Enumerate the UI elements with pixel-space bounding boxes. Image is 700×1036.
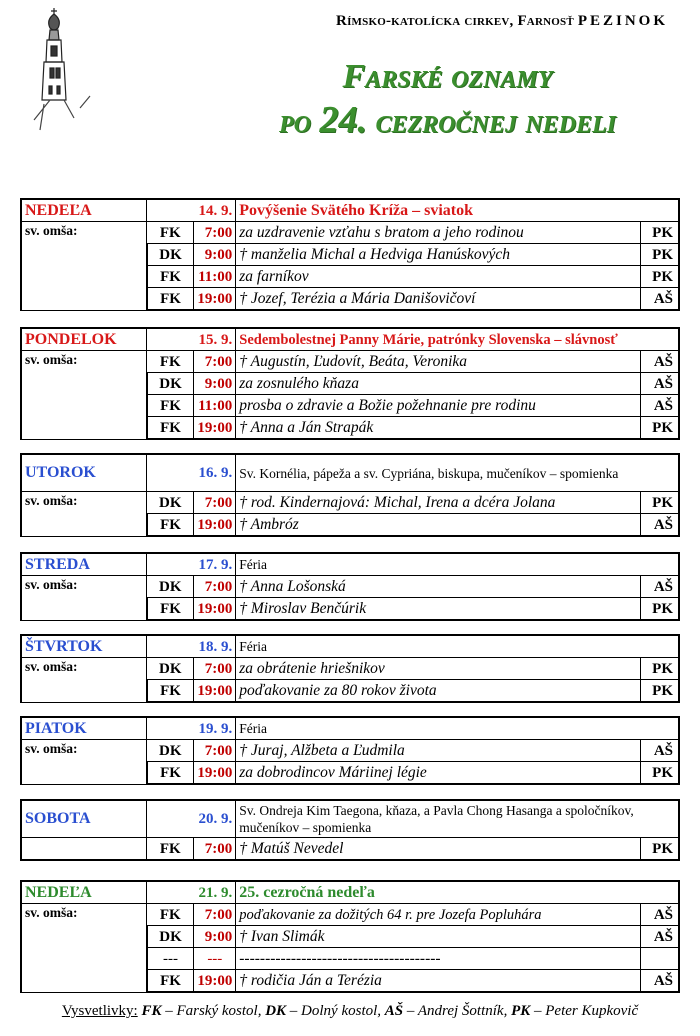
mass-priest: PK: [640, 680, 679, 703]
day-name: NEDEĽA: [21, 881, 147, 904]
mass-location: DK: [147, 492, 194, 514]
mass-priest: PK: [640, 417, 679, 440]
legend-text: – Dolný kostol,: [286, 1003, 385, 1019]
mass-time: 19:00: [194, 514, 236, 537]
mass-priest: PK: [640, 598, 679, 621]
mass-intention: † Juraj, Alžbeta a Ľudmila: [236, 740, 640, 762]
day-date: 21. 9.: [147, 881, 236, 904]
day-table-tuesday: [20, 453, 680, 537]
mass-time: 19:00: [194, 598, 236, 621]
page-subtitle: [225, 101, 670, 141]
day-feast: 25. cezročná nedeľa: [236, 881, 679, 904]
day-date: 15. 9.: [147, 328, 236, 351]
mass-priest: PK: [640, 762, 679, 785]
mass-location: FK: [147, 904, 194, 926]
legend-abbr: DK: [265, 1003, 287, 1019]
mass-time: 7:00: [194, 658, 236, 680]
mass-priest: AŠ: [640, 373, 679, 395]
legend-abbr: AŠ: [384, 1003, 404, 1019]
legend-abbr: FK: [141, 1003, 162, 1019]
mass-location: DK: [147, 926, 194, 948]
mass-location: FK: [147, 351, 194, 373]
mass-label: [21, 838, 147, 861]
mass-intention: † Matúš Nevedel: [236, 838, 640, 861]
mass-intention: za dobrodincov Máriinej légie: [236, 762, 640, 785]
mass-time: 7:00: [194, 351, 236, 373]
mass-intention: † Anna a Ján Strapák: [236, 417, 640, 440]
mass-time: ---: [194, 948, 236, 970]
mass-intention: † Augustín, Ľudovít, Beáta, Veronika: [236, 351, 640, 373]
mass-location: FK: [147, 680, 194, 703]
mass-time: 11:00: [194, 395, 236, 417]
mass-intention: za uzdravenie vzťahu s bratom a jeho rodinou: [236, 222, 640, 244]
day-name: NEDEĽA: [21, 199, 147, 222]
day-table-thursday: [20, 634, 680, 703]
day-feast: Sv. Kornélia, pápeža a sv. Cypriána, biskupa, mučeníkov – spomienka: [236, 454, 679, 492]
legend-text: – Andrej Šottník,: [403, 1003, 512, 1019]
mass-location: FK: [147, 598, 194, 621]
mass-priest: PK: [640, 222, 679, 244]
mass-intention: † Ivan Slimák: [236, 926, 640, 948]
mass-label: sv. omša:: [21, 740, 147, 785]
mass-location: FK: [147, 762, 194, 785]
mass-intention: ---------------------------------------: [236, 948, 640, 970]
mass-intention: † rod. Kindernajová: Michal, Irena a dcéra Jolana: [236, 492, 640, 514]
mass-time: 7:00: [194, 576, 236, 598]
mass-intention: za zosnulého kňaza: [236, 373, 640, 395]
mass-location: DK: [147, 576, 194, 598]
church-tower-icon: [20, 0, 106, 140]
legend-abbr: PK: [511, 1003, 531, 1019]
day-table-sunday-2: [20, 880, 680, 993]
mass-intention: za obrátenie hriešnikov: [236, 658, 640, 680]
mass-location: FK: [147, 417, 194, 440]
mass-location: DK: [147, 740, 194, 762]
mass-label: sv. omša:: [21, 351, 147, 440]
mass-location: DK: [147, 244, 194, 266]
mass-label: sv. omša:: [21, 904, 147, 993]
mass-priest: PK: [640, 244, 679, 266]
day-table-monday: [20, 327, 680, 440]
mass-time: 19:00: [194, 970, 236, 993]
mass-location: FK: [147, 266, 194, 288]
mass-intention: † rodičia Ján a Terézia: [236, 970, 640, 993]
mass-location: FK: [147, 838, 194, 861]
mass-intention: prosba o zdravie a Božie požehnanie pre rodinu: [236, 395, 640, 417]
day-feast: Sv. Ondreja Kim Taegona, kňaza, a Pavla Chong Hasanga a spoločníkov, mučeníkov – spomienka: [236, 800, 679, 838]
mass-time: 7:00: [194, 492, 236, 514]
mass-intention: † Ambróz: [236, 514, 640, 537]
day-date: 14. 9.: [147, 199, 236, 222]
day-name: ŠTVRTOK: [21, 635, 147, 658]
mass-label: sv. omša:: [21, 658, 147, 703]
mass-location: ---: [147, 948, 194, 970]
mass-time: 19:00: [194, 288, 236, 311]
day-feast: Sedembolestnej Panny Márie, patrónky Slovenska – slávnosť: [236, 328, 679, 351]
day-name: STREDA: [21, 553, 147, 576]
mass-time: 19:00: [194, 417, 236, 440]
mass-label: sv. omša:: [21, 222, 147, 311]
mass-time: 7:00: [194, 222, 236, 244]
day-name: PONDELOK: [21, 328, 147, 351]
parish-name: [258, 13, 668, 30]
day-name: PIATOK: [21, 717, 147, 740]
day-feast: Féria: [236, 553, 679, 576]
legend: [0, 1003, 700, 1020]
mass-intention: † manželia Michal a Hedviga Hanúskových: [236, 244, 640, 266]
mass-priest: AŠ: [640, 740, 679, 762]
mass-time: 7:00: [194, 838, 236, 861]
day-date: 18. 9.: [147, 635, 236, 658]
mass-priest: AŠ: [640, 904, 679, 926]
legend-label: Vysvetlivky:: [61, 1003, 138, 1019]
day-feast: Féria: [236, 635, 679, 658]
mass-location: DK: [147, 658, 194, 680]
mass-priest: AŠ: [640, 576, 679, 598]
day-name: UTOROK: [21, 454, 147, 492]
mass-time: 11:00: [194, 266, 236, 288]
day-date: 17. 9.: [147, 553, 236, 576]
mass-intention: poďakovanie za dožitých 64 r. pre Jozefa Popluhára: [236, 904, 640, 926]
mass-time: 9:00: [194, 244, 236, 266]
subtitle-part-b: cezročnej nedeli: [366, 103, 617, 140]
day-table-sunday-1: [20, 198, 680, 311]
mass-priest: AŠ: [640, 926, 679, 948]
day-name: SOBOTA: [21, 800, 147, 838]
mass-label: sv. omša:: [21, 576, 147, 621]
day-table-wednesday: [20, 552, 680, 621]
mass-location: FK: [147, 514, 194, 537]
mass-time: 9:00: [194, 926, 236, 948]
mass-priest: AŠ: [640, 395, 679, 417]
mass-priest: AŠ: [640, 970, 679, 993]
day-feast: Povýšenie Svätého Kríža – sviatok: [236, 199, 679, 222]
page-title: Farské oznamy: [342, 58, 553, 95]
mass-location: FK: [147, 222, 194, 244]
mass-location: FK: [147, 395, 194, 417]
day-date: 19. 9.: [147, 717, 236, 740]
parish-prefix: Rímsko-katolícka cirkev, Farnosť: [336, 13, 578, 29]
mass-intention: † Jozef, Terézia a Mária Danišovičoví: [236, 288, 640, 311]
subtitle-part-a: po: [278, 103, 320, 140]
mass-time: 19:00: [194, 762, 236, 785]
mass-time: 7:00: [194, 740, 236, 762]
mass-intention: poďakovanie za 80 rokov života: [236, 680, 640, 703]
mass-intention: za farníkov: [236, 266, 640, 288]
mass-priest: AŠ: [640, 288, 679, 311]
mass-intention: † Miroslav Benčúrik: [236, 598, 640, 621]
mass-location: DK: [147, 373, 194, 395]
mass-priest: PK: [640, 658, 679, 680]
mass-time: 9:00: [194, 373, 236, 395]
day-feast: Féria: [236, 717, 679, 740]
day-date: 16. 9.: [147, 454, 236, 492]
mass-priest: [640, 948, 679, 970]
day-table-friday: [20, 716, 680, 785]
mass-intention: † Anna Lošonská: [236, 576, 640, 598]
mass-priest: AŠ: [640, 351, 679, 373]
mass-location: FK: [147, 970, 194, 993]
mass-priest: PK: [640, 266, 679, 288]
day-table-saturday: [20, 799, 680, 861]
parish-town: PEZINOK: [577, 13, 668, 29]
mass-priest: AŠ: [640, 514, 679, 537]
mass-time: 19:00: [194, 680, 236, 703]
day-date: 20. 9.: [147, 800, 236, 838]
legend-text: – Farský kostol,: [161, 1003, 266, 1019]
mass-location: FK: [147, 288, 194, 311]
legend-text: – Peter Kupkovič: [530, 1003, 639, 1019]
mass-priest: PK: [640, 492, 679, 514]
mass-label: sv. omša:: [21, 492, 147, 537]
mass-time: 7:00: [194, 904, 236, 926]
subtitle-number: 24.: [319, 99, 367, 141]
mass-priest: PK: [640, 838, 679, 861]
